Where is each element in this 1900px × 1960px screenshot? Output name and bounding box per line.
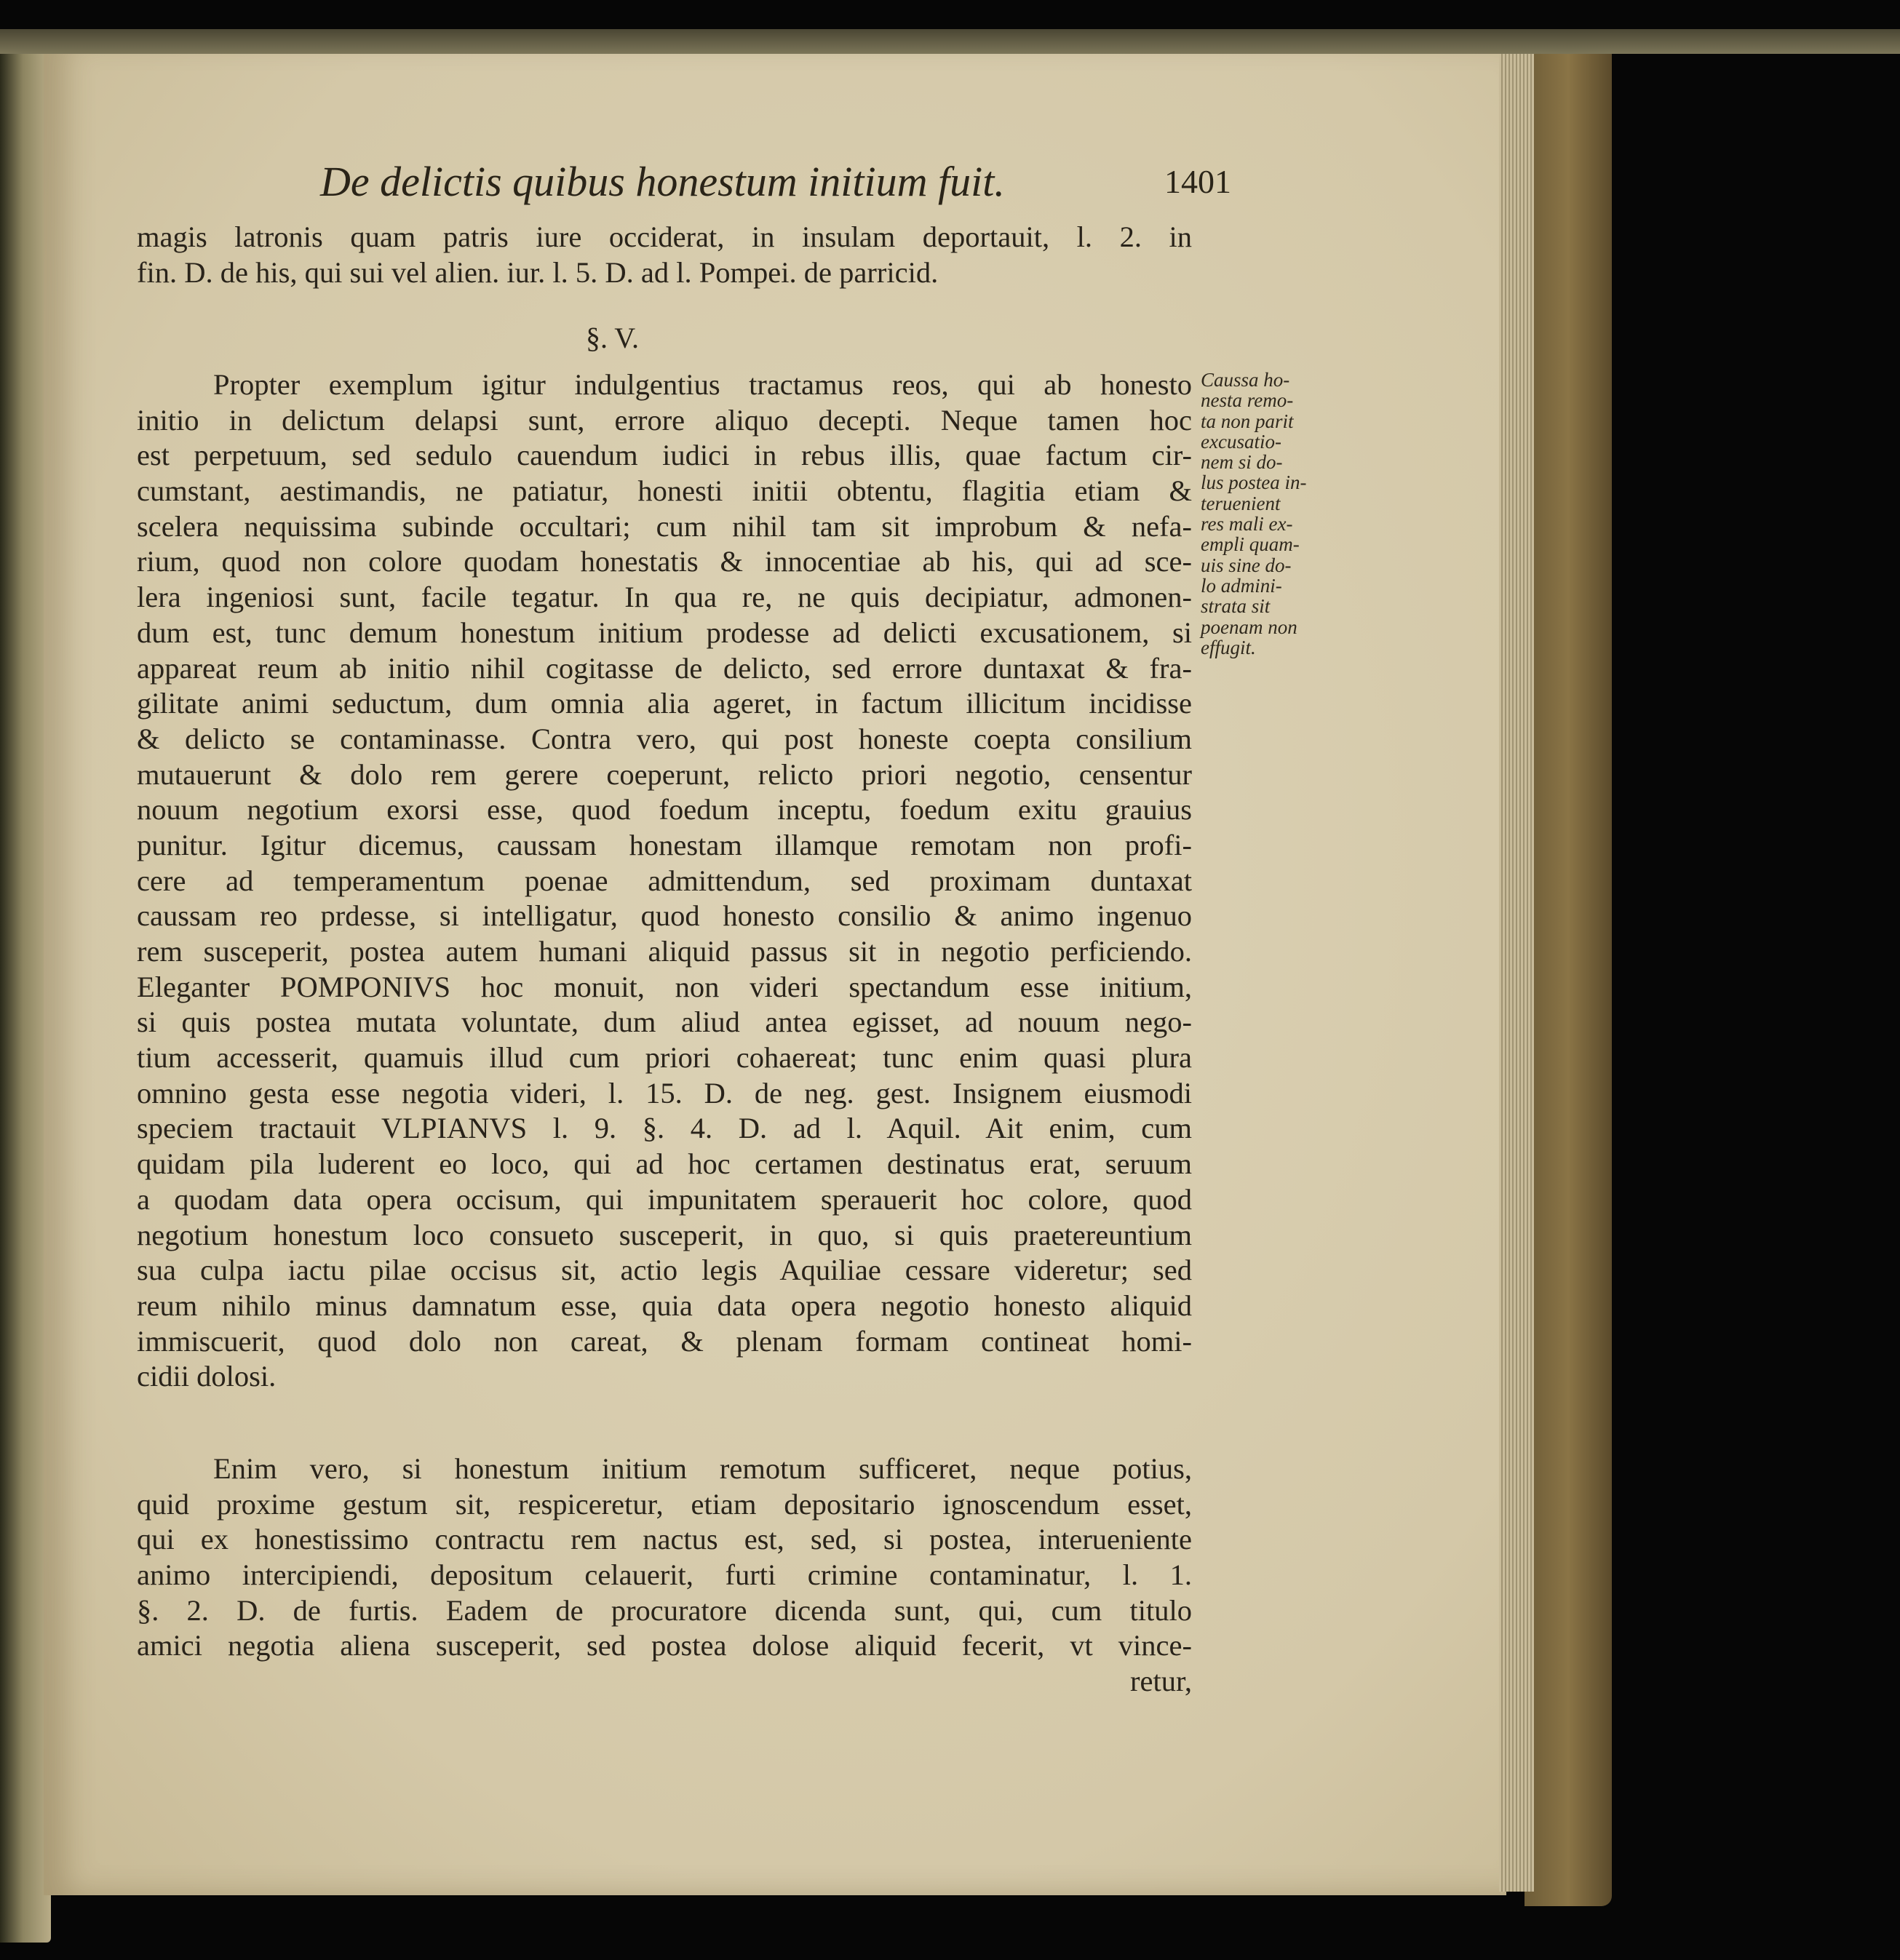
margin-line: lo admini- (1201, 574, 1282, 597)
text-line: quidam pila luderent eo loco, qui ad hoc certamen destinatus erat, seruum (137, 1147, 1192, 1181)
text-line: qui ex honestissimo contractu rem nactus est, sed, si postea, interueniente (137, 1523, 1192, 1556)
margin-line: uis sine do- (1201, 554, 1292, 576)
section-paragraph (137, 367, 1192, 1395)
text-line: lera ingeniosi sunt, facile tegatur. In qua re, ne quis decipiatur, admonen- (137, 581, 1192, 614)
text-line: immiscuerit, quod dolo non careat, & plenam formam contineat homi- (137, 1324, 1192, 1358)
page-number: 1401 (1164, 163, 1231, 200)
text-line: punitur. Igitur dicemus, caussam honestam illamque remotam non profi- (137, 828, 1192, 861)
margin-line: res mali ex- (1201, 513, 1293, 535)
text-line: Eleganter POMPONIVS hoc monuit, non videri spectandum esse initium, (137, 970, 1192, 1003)
text-line: Enim vero, si honestum initium remotum sufficeret, neque potius, (213, 1452, 1192, 1485)
catchword: retur, (1130, 1665, 1192, 1698)
margin-line: Caussa ho- (1201, 369, 1290, 391)
text-line: amici negotia aliena susceperit, sed postea dolose aliquid fecerit, vt vince- (137, 1629, 1192, 1662)
text-line: omnino gesta esse negotia videri, l. 15. D. de neg. gest. Insignem eiusmodi (137, 1076, 1192, 1110)
text-line: reum nihilo minus damnatum esse, quia data opera negotio honesto aliquid (137, 1288, 1192, 1322)
text-line: appareat reum ab initio nihil cogitasse de delicto, sed errore duntaxat & fra- (137, 651, 1192, 685)
intro-paragraph (137, 220, 1192, 290)
page-fore-edge (1499, 44, 1534, 1892)
section-heading: §. V. (586, 322, 640, 354)
text-line: rium, quod non colore quodam honestatis & innocentiae ab his, qui ad sce- (137, 545, 1192, 578)
text-line: caussam reo prdesse, si intelligatur, quod honesto consilio & animo ingenuo (137, 899, 1192, 933)
text-line: animo intercipiendi, depositum celauerit, furti crimine contaminatur, l. 1. (137, 1558, 1192, 1592)
text-line: cidii dolosi. (137, 1360, 277, 1393)
book-top-rim (0, 29, 1900, 54)
text-line: cere ad temperamentum poenae admittendum, sed proximam duntaxat (137, 864, 1192, 897)
text-line: rem susceperit, postea autem humani aliquid passus sit in negotio perficiendo. (137, 935, 1192, 968)
margin-line: empli quam- (1201, 533, 1300, 556)
margin-line: nesta remo- (1201, 389, 1294, 412)
text-line: §. 2. D. de furtis. Eadem de procuratore dicenda sunt, qui, cum titulo (137, 1593, 1192, 1627)
marginal-note (1201, 370, 1339, 658)
text-line: scelera nequissima subinde occultari; cum nihil tam sit improbum & nefa- (137, 509, 1192, 543)
margin-line: poenam non (1201, 616, 1297, 638)
text-line: nouum negotium exorsi esse, quod foedum inceptu, foedum exitu grauius (137, 793, 1192, 826)
text-line: quid proxime gestum sit, respiceretur, etiam depositario ignoscendum esset, (137, 1487, 1192, 1521)
text-line: & delicto se contaminasse. Contra vero, qui post honeste coepta consilium (137, 722, 1192, 755)
margin-line: excusatio- (1201, 430, 1281, 453)
text-line: sua culpa iactu pilae occisus sit, actio legis Aquiliae cessare videretur; sed (137, 1254, 1192, 1287)
text-line: a quodam data opera occisum, qui impunitatem sperauerit hoc colore, quod (137, 1182, 1192, 1216)
text-line: magis latronis quam patris iure occiderat, in insulam deportauit, l. 2. in (137, 220, 1192, 253)
margin-line: strata sit (1201, 595, 1271, 618)
margin-line: ta non parit (1201, 410, 1294, 432)
text-line: speciem tractauit VLPIANVS l. 9. §. 4. D. ad l. Aquil. Ait enim, cum (137, 1112, 1192, 1145)
margin-line: lus postea in- (1201, 471, 1307, 494)
text-line: mutauerunt & dolo rem gerere coeperunt, relicto priori negotio, censentur (137, 757, 1192, 791)
text-line: dum est, tunc demum honestum initium prodesse ad delicti excusationem, si (137, 616, 1192, 649)
text-line: cumstant, aestimandis, ne patiatur, honesti initii obtentu, flagitia etiam & (137, 474, 1192, 508)
text-line: tium accesserit, quamuis illud cum priori cohaereat; tunc enim quasi plura (137, 1041, 1192, 1075)
margin-line: effugit. (1201, 636, 1256, 658)
text-line: fin. D. de his, qui sui vel alien. iur. l. 5. D. ad l. Pompei. de parricid. (137, 255, 939, 289)
text-line: si quis postea mutata voluntate, dum aliud antea egisset, ad nouum nego- (137, 1005, 1192, 1039)
book-cover-edge (1525, 29, 1612, 1906)
text-line: est perpetuum, sed sedulo cauendum iudici in rebus illis, quae factum cir- (137, 439, 1192, 472)
text-line: Propter exemplum igitur indulgentius tractamus reos, qui ab honesto (213, 368, 1192, 401)
margin-line: nem si do- (1201, 451, 1283, 474)
margin-line: teruenient (1201, 492, 1281, 514)
text-line: gilitate animi seductum, dum omnia alia ageret, in factum illicitum incidisse (137, 687, 1192, 720)
text-line: negotium honestum loco consueto susceperit, in quo, si quis praetereuntium (137, 1218, 1192, 1251)
final-paragraph (137, 1451, 1192, 1700)
running-head: De delictis quibus honestum initium fuit. (320, 158, 1005, 205)
text-line: initio in delictum delapsi sunt, errore aliquo decepti. Neque tamen hoc (137, 403, 1192, 437)
